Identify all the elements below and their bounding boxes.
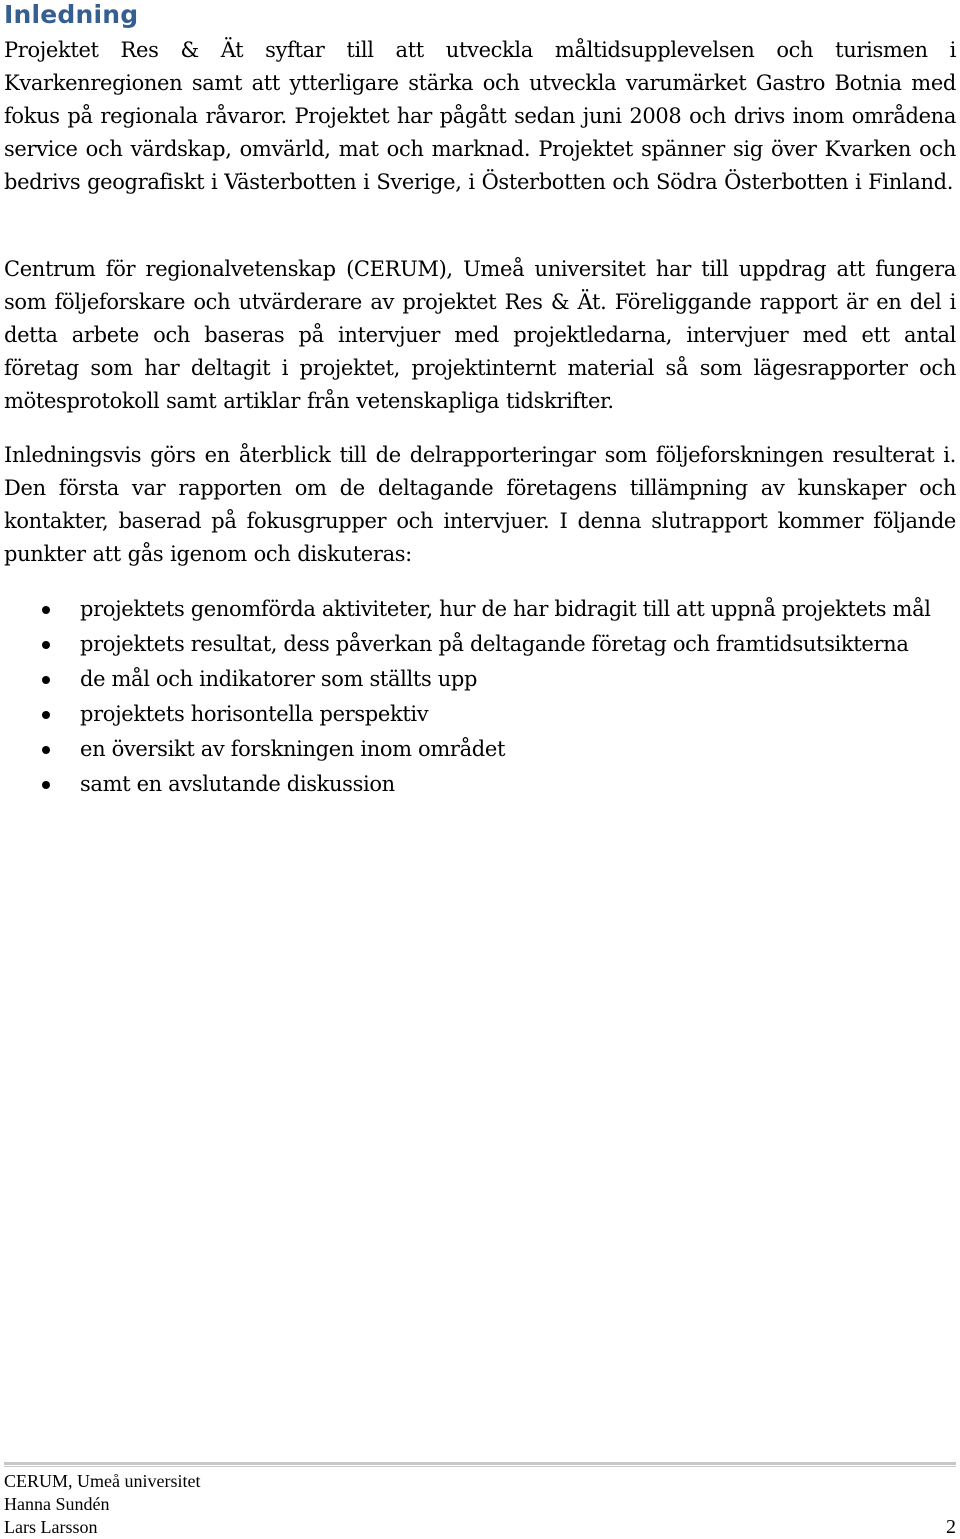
list-item bbox=[4, 663, 956, 696]
list-item bbox=[4, 698, 956, 731]
footer-institution: CERUM, Umeå universitet bbox=[4, 1471, 201, 1491]
bullet-icon bbox=[42, 711, 50, 719]
bullet-icon bbox=[42, 781, 50, 789]
footer-divider bbox=[4, 1462, 956, 1465]
paragraph-cerum: Centrum för regionalvetenskap (CERUM), Umeå universitet har till uppdrag att fungera som följeforskare och utvärderare av projektet Res & Ät. Föreliggande rapport är en del i detta arbete och baseras på intervjuer med projektledarna, intervjuer med ett antal företag som har deltagit i projektet, projektinternt material så som lägesrapporter och mötesprotokoll samt artiklar från vetenskapliga tidskrifter. bbox=[4, 257, 956, 413]
list-item bbox=[4, 628, 956, 661]
list-item-text: projektets resultat, dess påverkan på deltagande företag och framtidsutsikterna bbox=[80, 632, 909, 656]
list-item-text: projektets horisontella perspektiv bbox=[80, 702, 429, 726]
footer-author-2: Lars Larsson bbox=[4, 1517, 98, 1537]
list-item bbox=[4, 733, 956, 766]
list-item-text: projektets genomförda aktiviteter, hur de har bidragit till att uppnå projektets mål bbox=[80, 597, 931, 621]
bullet-icon bbox=[42, 676, 50, 684]
list-item bbox=[4, 593, 956, 626]
list-item-text: samt en avslutande diskussion bbox=[80, 772, 395, 796]
paragraph-overview: Inledningsvis görs en återblick till de delrapporteringar som följeforskningen resulterat i. Den första var rapporten om de deltagande företagens tillämpning av kunskaper och kontakter, baserad på fokusgrupper och intervjuer. I denna slutrapport kommer följande punkter att gås igenom och diskuteras: bbox=[4, 443, 956, 566]
footer-author-1: Hanna Sundén bbox=[4, 1494, 110, 1514]
page-number: 2 bbox=[946, 1516, 956, 1538]
footer-divider-thin bbox=[4, 1466, 956, 1467]
page-footer bbox=[4, 1470, 956, 1539]
list-item-text: en översikt av forskningen inom området bbox=[80, 737, 506, 761]
bullet-icon bbox=[42, 606, 50, 614]
bullet-icon bbox=[42, 746, 50, 754]
list-item-text: de mål och indikatorer som ställts upp bbox=[80, 667, 478, 691]
bullet-icon bbox=[42, 641, 50, 649]
paragraph-intro: Projektet Res & Ät syftar till att utveckla måltidsupplevelsen och turismen i Kvarkenregionen samt att ytterligare stärka och utveckla varumärket Gastro Botnia med fokus på regionala råvaror. Projektet har pågått sedan juni 2008 och drivs inom områdena service och värdskap, omvärld, mat och marknad. Projektet spänner sig över Kvarken och bedrivs geografiskt i Västerbotten i Sverige, i Österbotten och Södra Österbotten i Finland. bbox=[4, 38, 956, 194]
section-heading: Inledning bbox=[4, 0, 139, 29]
list-item bbox=[4, 768, 956, 801]
bullet-list bbox=[4, 593, 956, 803]
